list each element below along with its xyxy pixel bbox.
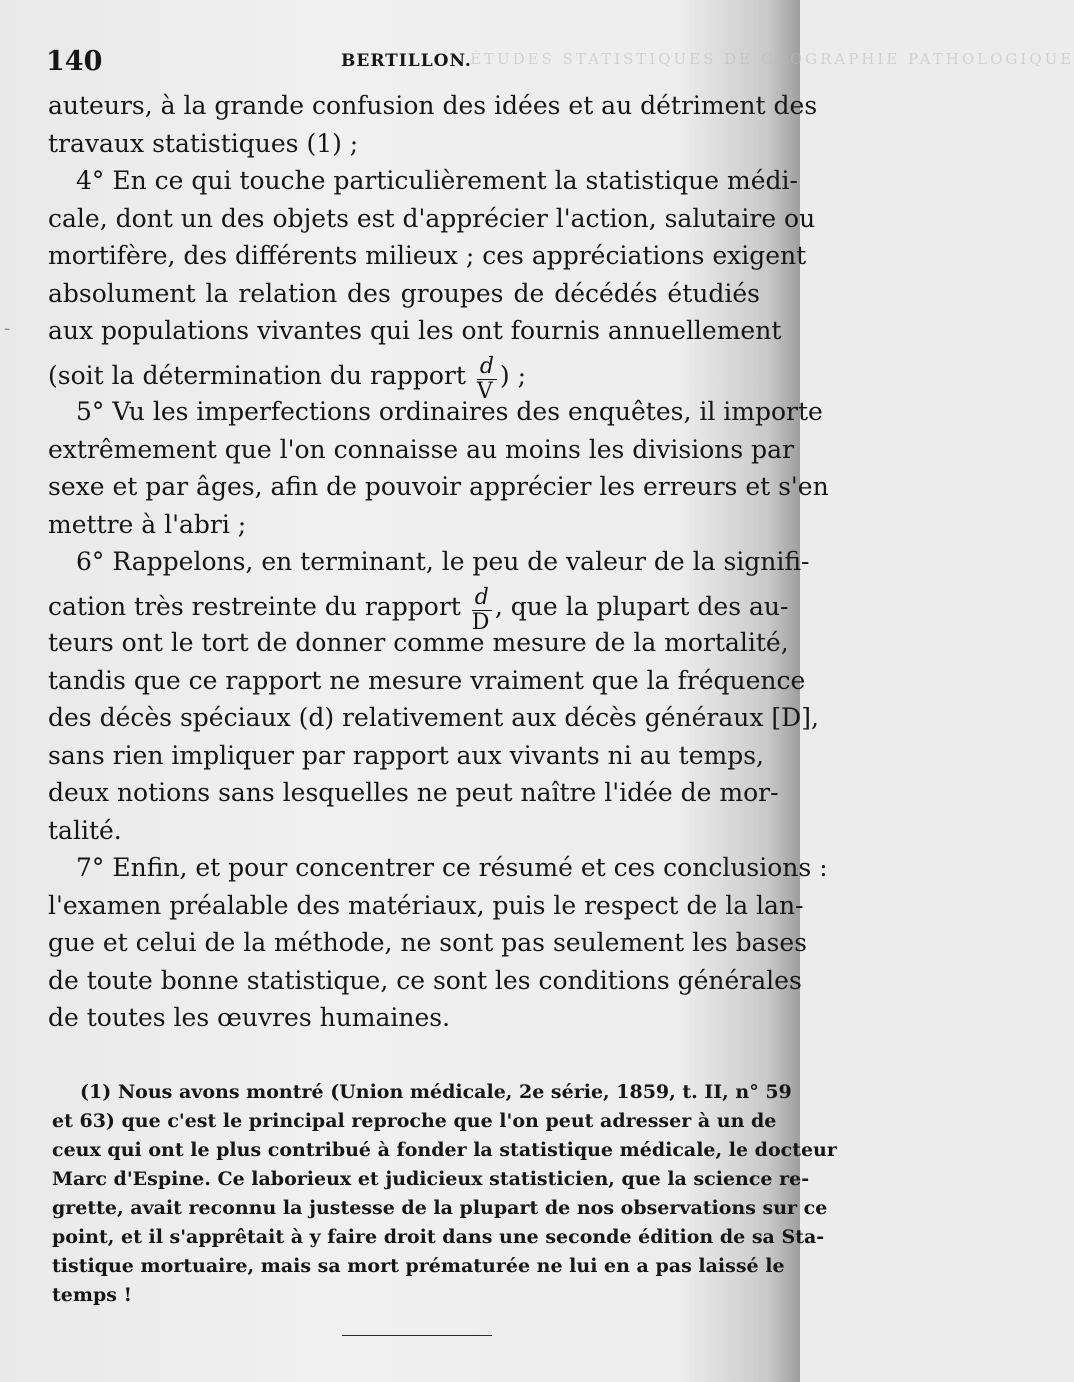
text-line: des décès spéciaux (d) relativement aux décès généraux [D],	[48, 703, 819, 732]
footnote-line: Marc d'Espine. Ce laborieux et judicieux statisticien, que la science re-	[52, 1168, 810, 1190]
text-line: de toutes les œuvres humaines.	[48, 1003, 451, 1032]
text-line: deux notions sans lesquelles ne peut naître l'idée de mor-	[48, 778, 779, 807]
footnote-line: (1) Nous avons montré (Union médicale, 2e série, 1859, t. II, n° 59	[80, 1081, 792, 1103]
margin-tick-mark: -	[4, 318, 11, 339]
footnote-line: ceux qui ont le plus contribué à fonder la statistique médicale, le docteur	[52, 1139, 837, 1161]
text-line: travaux statistiques (1) ;	[48, 128, 359, 158]
text-line: mettre à l'abri ;	[48, 509, 247, 539]
text-line-with-fraction	[48, 584, 789, 635]
bleed-through-text: ÉTUDES STATISTIQUES DE GÉOGRAPHIE PATHOLOGIQUE	[470, 50, 1074, 68]
text-segment: ) ;	[499, 360, 527, 390]
fraction-numerator: d	[477, 356, 497, 380]
footnote-line: tistique mortuaire, mais sa mort prématurée ne lui en a pas laissé le	[52, 1255, 785, 1277]
footnote-line: temps !	[52, 1284, 132, 1306]
fraction-denominator: D	[471, 609, 490, 635]
text-line: absolument la relation des groupes de décédés étudiés	[48, 278, 760, 308]
text-line-with-fraction	[48, 353, 760, 404]
footnote	[52, 1078, 837, 1310]
footnote-line: et 63) que c'est le principal reproche que l'on peut adresser à un de	[52, 1110, 777, 1132]
text-line: gue et celui de la méthode, ne sont pas seulement les bases	[48, 928, 807, 957]
text-segment: cation très restreinte du rapport	[48, 591, 461, 621]
footnote-line: point, et il s'apprêtait à y faire droit dans une seconde édition de sa Sta-	[52, 1226, 825, 1248]
text-line: auteurs, à la grande confusion des idées et au détriment des	[48, 91, 818, 120]
text-line: mortifère, des différents milieux ; ces appréciations exigent	[48, 241, 807, 270]
fraction-denominator: V	[476, 378, 493, 404]
text-line: extrêmement que l'on connaisse au moins les divisions par	[48, 434, 795, 464]
text-line: 4° En ce qui touche particulièrement la statistique médi-	[76, 166, 798, 195]
text-line: 5° Vu les imperfections ordinaires des enquêtes, il importe	[76, 397, 823, 426]
text-line: l'examen préalable des matériaux, puis le respect de la lan-	[48, 890, 804, 920]
text-line: 6° Rappelons, en terminant, le peu de valeur de la signifi-	[76, 547, 810, 576]
text-line: de toute bonne statistique, ce sont les conditions générales	[48, 965, 802, 995]
text-line: sans rien impliquer par rapport aux vivants ni au temps,	[48, 740, 765, 770]
closing-rule	[342, 1335, 492, 1336]
text-line: aux populations vivantes qui les ont fournis annuellement	[48, 316, 782, 345]
text-line: sexe et par âges, afin de pouvoir apprécier les erreurs et s'en	[48, 472, 829, 501]
text-segment: , que la plupart des au-	[494, 591, 789, 621]
main-text	[48, 87, 829, 1037]
fraction-numerator: d	[472, 587, 492, 611]
page-header	[46, 46, 752, 77]
page-number: 140	[46, 46, 103, 77]
text-line: 7° Enfin, et pour concentrer ce résumé et ces conclusions :	[76, 853, 828, 882]
footnote-line: grette, avait reconnu la justesse de la plupart de nos observations sur ce	[52, 1197, 828, 1219]
text-line: tandis que ce rapport ne mesure vraiment que la fréquence	[48, 665, 806, 695]
text-segment: (soit la détermination du rapport	[48, 360, 466, 390]
text-line: talité.	[48, 815, 122, 845]
text-line: teurs ont le tort de donner comme mesure de la mortalité,	[48, 628, 789, 657]
running-head: BERTILLON.	[341, 51, 472, 71]
text-line: cale, dont un des objets est d'apprécier l'action, salutaire ou	[48, 203, 816, 233]
